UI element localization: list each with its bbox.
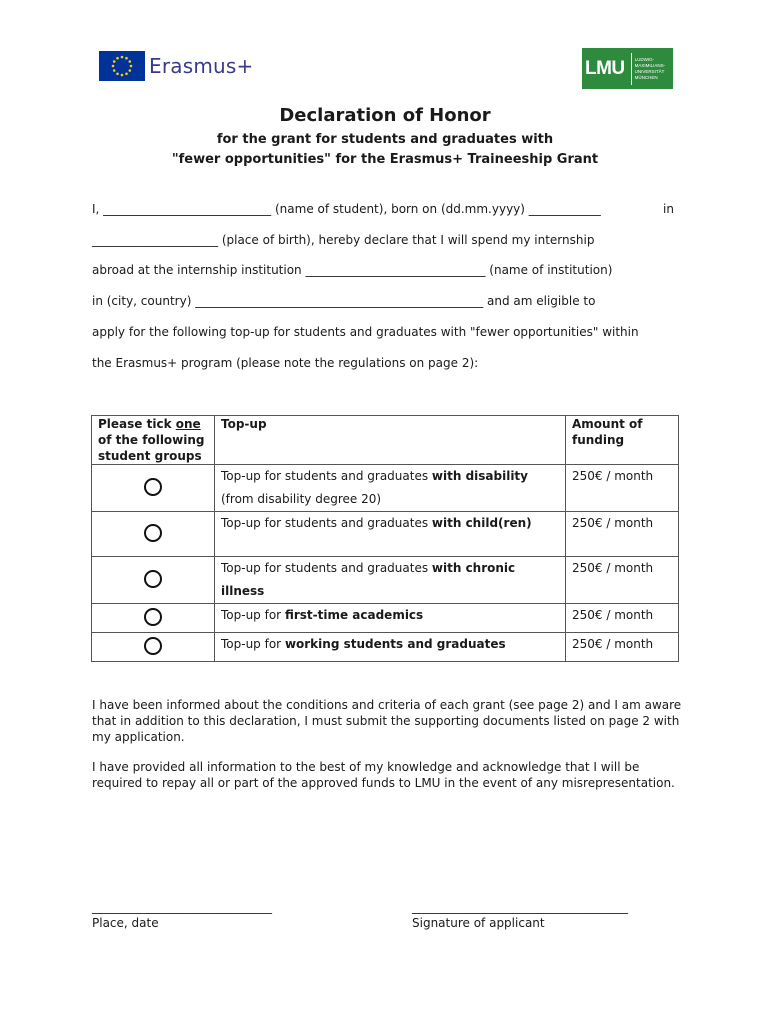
table-row (92, 512, 679, 557)
declaration-line-2: _____________________ (place of birth), hereby declare that I will spend my internship (92, 233, 595, 247)
declaration-line-6: the Erasmus+ program (please note the regulations on page 2): (92, 356, 479, 370)
eu-flag-icon (99, 51, 145, 81)
declaration-line-3: abroad at the internship institution ______________________________ (name of institution) (92, 263, 613, 277)
signature-label: Signature of applicant (412, 916, 545, 930)
declaration-line-5: apply for the following top-up for students and graduates with "fewer opportunities" within (92, 325, 639, 339)
amount-value: 250€ / month (566, 633, 679, 662)
declaration-line-4: in (city, country) ________________________________________________ and am eligible to (92, 294, 596, 308)
lmu-logo-subtext: LUDWIG- MAXIMILIANS- UNIVERSITÄT MÜNCHEN (634, 56, 666, 80)
topup-label: Top-up for first-time academics (215, 604, 566, 633)
place-date-label: Place, date (92, 916, 159, 930)
declaration-line-1-end: in (663, 202, 674, 216)
lmu-logo-divider (631, 53, 632, 85)
amount-value: 250€ / month (566, 604, 679, 633)
page-title: Declaration of Honor (279, 105, 491, 126)
radio-first-time-academics[interactable] (144, 608, 162, 626)
lmu-logo-text: LMU (585, 57, 625, 79)
header-tick-column: Please tick one of the following student groups (92, 416, 215, 465)
amount-value: 250€ / month (566, 557, 679, 604)
header-topup-column: Top-up (215, 416, 566, 465)
topup-label: Top-up for students and graduates with chronic illness (215, 557, 566, 604)
topup-label: Top-up for students and graduates with disability (from disability degree 20) (215, 465, 566, 512)
declaration-line-1: I, ____________________________ (name of student), born on (dd.mm.yyyy) ____________ (92, 202, 601, 216)
amount-value: 250€ / month (566, 512, 679, 557)
erasmus-logo-text: Erasmus+ (149, 54, 254, 78)
radio-chronic-illness[interactable] (144, 570, 162, 588)
signature-line[interactable]: ____________________________________ (412, 900, 628, 914)
table-row (92, 557, 679, 604)
topup-label: Top-up for working students and graduates (215, 633, 566, 662)
paragraph-repay: I have provided all information to the best of my knowledge and acknowledge that I will be required to repay all or part of the approved funds to LMU in the event of any misrepresentation. (92, 760, 675, 790)
table-row (92, 633, 679, 662)
topup-table (91, 415, 679, 662)
paragraph-informed: I have been informed about the conditions and criteria of each grant (see page 2) and I am aware that in addition to this declaration, I must submit the supporting documents listed on page 2 with my application. (92, 698, 682, 744)
radio-disability[interactable] (144, 478, 162, 496)
subtitle-line-1: for the grant for students and graduates with (216, 132, 554, 147)
place-date-line[interactable]: ______________________________ (92, 900, 272, 914)
lmu-logo (582, 48, 673, 89)
table-row (92, 465, 679, 512)
erasmus-logo (99, 51, 253, 81)
table-header-row (92, 416, 679, 465)
amount-value: 250€ / month (566, 465, 679, 512)
topup-label: Top-up for students and graduates with child(ren) (215, 512, 566, 557)
subtitle-line-2: "fewer opportunities" for the Erasmus+ Traineeship Grant (171, 152, 599, 167)
header-amount-column: Amount of funding (566, 416, 679, 465)
table-row (92, 604, 679, 633)
radio-working-students[interactable] (144, 637, 162, 655)
radio-children[interactable] (144, 524, 162, 542)
